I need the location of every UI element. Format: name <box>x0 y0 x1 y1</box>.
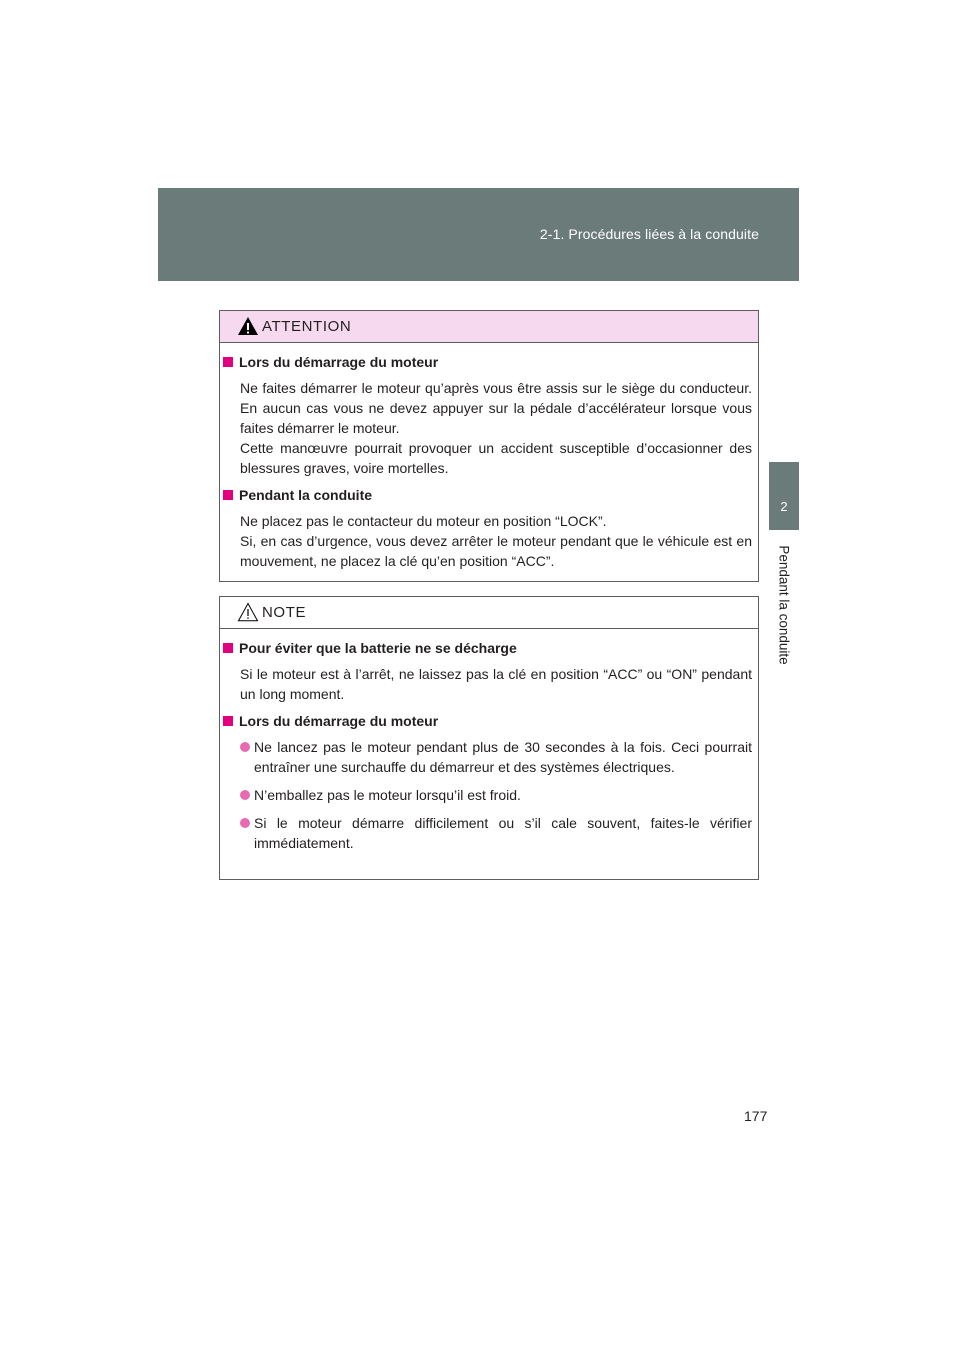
section-heading <box>223 711 752 731</box>
list-item <box>240 785 752 805</box>
note-body <box>220 629 758 853</box>
list-item <box>240 813 752 853</box>
header-band <box>158 188 799 281</box>
note-header <box>220 597 758 629</box>
list-item <box>240 737 752 777</box>
list-item-text: Si le moteur démarre difficilement ou s’il cale souvent, faites-le vérifier immédiatement. <box>254 815 752 851</box>
warning-triangle-filled-icon <box>237 316 259 336</box>
section-heading-text: Lors du démarrage du moteur <box>239 713 439 729</box>
section-title: 2-1. Procédures liées à la conduite <box>539 226 759 242</box>
section-heading-text: Lors du démarrage du moteur <box>239 354 439 370</box>
paragraph: Ne faites démarrer le moteur qu’après vous être assis sur le siège du conducteur. En aucun cas vous ne devez appuyer sur la pédale d’accélérateur lorsque vous faites démarrer le moteur. <box>240 380 752 436</box>
attention-title: ATTENTION <box>262 318 352 335</box>
list-item-text: N’emballez pas le moteur lorsqu’il est froid. <box>254 787 521 803</box>
square-bullet-icon <box>223 716 233 726</box>
attention-body <box>220 343 758 571</box>
section-heading <box>223 485 752 505</box>
square-bullet-icon <box>223 357 233 367</box>
section-heading-text: Pendant la conduite <box>239 487 373 503</box>
paragraph: Cette manœuvre pourrait provoquer un accident susceptible d’occasionner des blessures graves, voire mortelles. <box>240 440 752 476</box>
chapter-label: Pendant la conduite <box>776 545 792 665</box>
paragraph: Ne placez pas le contacteur du moteur en position “LOCK”. <box>240 513 607 529</box>
paragraph: Si, en cas d’urgence, vous devez arrêter le moteur pendant que le véhicule est en mouvement, ne placez la clé qu’en position “ACC”. <box>240 533 752 569</box>
square-bullet-icon <box>223 643 233 653</box>
section-heading <box>223 638 752 658</box>
paragraph: Si le moteur est à l’arrêt, ne laissez pas la clé en position “ACC” ou “ON” pendant un long moment. <box>240 666 752 702</box>
attention-header <box>220 311 758 343</box>
list-item-text: Ne lancez pas le moteur pendant plus de 30 secondes à la fois. Ceci pourrait entraîner une surchauffe du démarreur et des systèmes électriques. <box>254 739 752 775</box>
chapter-tab <box>769 462 799 530</box>
page-number: 177 <box>744 1108 768 1124</box>
section-heading <box>223 352 752 372</box>
chapter-number: 2 <box>780 499 788 514</box>
circle-bullet-icon <box>240 790 250 800</box>
circle-bullet-icon <box>240 818 250 828</box>
attention-box <box>219 310 759 582</box>
warning-triangle-outline-icon <box>237 602 259 622</box>
note-box <box>219 596 759 880</box>
circle-bullet-icon <box>240 742 250 752</box>
square-bullet-icon <box>223 490 233 500</box>
note-title: NOTE <box>262 604 307 621</box>
section-heading-text: Pour éviter que la batterie ne se décharge <box>239 640 517 656</box>
